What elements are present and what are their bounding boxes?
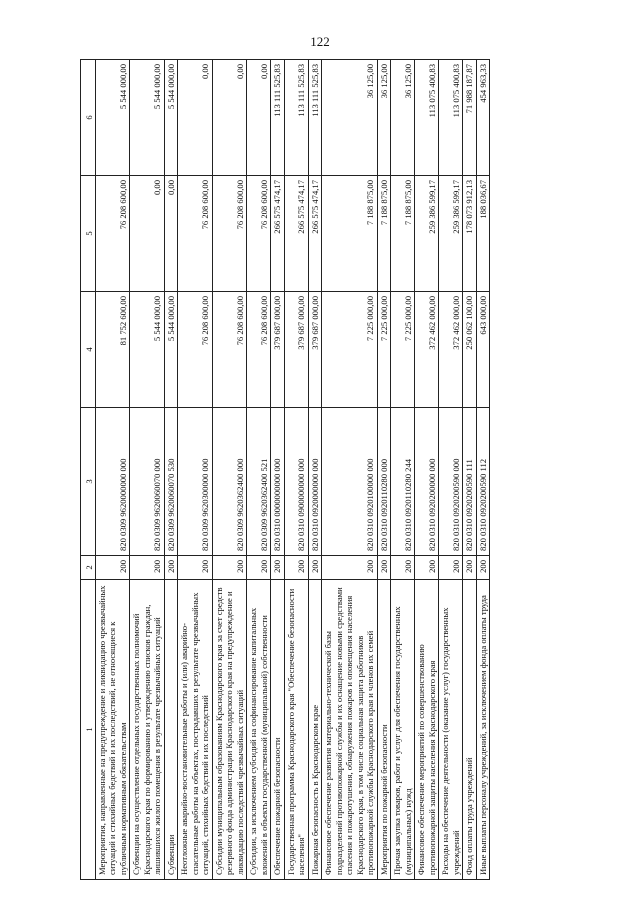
table-body — [96, 60, 490, 880]
table-row — [415, 60, 439, 880]
table-row — [271, 60, 284, 880]
header-col-6: 6 — [81, 60, 96, 176]
row-code-cell: 820 0310 0000000000 000 — [271, 408, 284, 556]
row-remainder-cell: 5 544 000,00 — [164, 60, 177, 176]
row-approved-cell: 81 752 600,00 — [96, 292, 130, 408]
budget-table-frame — [80, 60, 640, 880]
page-number: 122 — [310, 34, 330, 49]
row-remainder-cell: 113 111 525,83 — [308, 60, 321, 176]
row-level-cell: 200 — [212, 556, 246, 580]
rotated-table-container — [80, 60, 640, 880]
table-row — [476, 60, 489, 880]
row-level-cell: 200 — [178, 556, 212, 580]
row-name-cell: Прочая закупка товаров, работ и услуг для обеспечения государственных (муниципальных) нужд — [391, 580, 415, 880]
table-header-row — [81, 60, 96, 880]
row-name-cell: Финансовое обеспечение развития материально-технической базы подразделений противопожарной службы и их оснащение новыми средствами спасения и пожаротушения, обнаружения пожаров и оповещения населения Краснодарского края, в том числе социальная защита работников противопожарной службы Краснодарского края и членов их семей — [322, 580, 377, 880]
row-level-cell: 200 — [476, 556, 489, 580]
row-executed-cell: 266 575 474,17 — [308, 176, 321, 292]
row-remainder-cell: 5 544 000,00 — [96, 60, 130, 176]
row-remainder-cell: 113 075 400,83 — [439, 60, 463, 176]
row-code-cell: 820 0309 9620060070 000 — [130, 408, 164, 556]
row-name-cell: Иные выплаты персоналу учреждений, за исключением фонда оплаты труда — [476, 580, 489, 880]
row-approved-cell: 7 225 000,00 — [322, 292, 377, 408]
row-level-cell: 200 — [96, 556, 130, 580]
row-code-cell: 820 0310 0920200000 000 — [415, 408, 439, 556]
table-row — [130, 60, 164, 880]
table-row — [212, 60, 246, 880]
row-name-cell: Государственная программа Краснодарского края "Обеспечение безопасности населения" — [284, 580, 308, 880]
row-remainder-cell: 36 125,00 — [391, 60, 415, 176]
row-level-cell: 200 — [271, 556, 284, 580]
row-remainder-cell: 0,00 — [247, 60, 271, 176]
row-level-cell: 200 — [377, 556, 390, 580]
row-level-cell: 200 — [415, 556, 439, 580]
header-col-3: 3 — [81, 408, 96, 556]
row-remainder-cell: 71 988 187,87 — [463, 60, 476, 176]
header-col-5: 5 — [81, 176, 96, 292]
table-row — [377, 60, 390, 880]
header-col-4: 4 — [81, 292, 96, 408]
row-remainder-cell: 0,00 — [212, 60, 246, 176]
row-executed-cell: 7 188 875,00 — [322, 176, 377, 292]
row-executed-cell: 76 208 600,00 — [212, 176, 246, 292]
row-level-cell: 200 — [164, 556, 177, 580]
table-row — [322, 60, 377, 880]
row-level-cell: 200 — [439, 556, 463, 580]
row-executed-cell: 188 036,67 — [476, 176, 489, 292]
row-level-cell: 200 — [247, 556, 271, 580]
row-approved-cell: 379 687 000,00 — [284, 292, 308, 408]
row-executed-cell: 76 208 600,00 — [178, 176, 212, 292]
row-approved-cell: 76 208 600,00 — [178, 292, 212, 408]
row-approved-cell: 76 208 600,00 — [212, 292, 246, 408]
row-code-cell: 820 0310 0920000000 000 — [308, 408, 321, 556]
row-code-cell: 820 0309 9620362400 000 — [212, 408, 246, 556]
row-level-cell: 200 — [391, 556, 415, 580]
row-code-cell: 820 0309 9620060070 530 — [164, 408, 177, 556]
row-code-cell: 820 0309 9620300000 000 — [178, 408, 212, 556]
row-code-cell: 820 0309 9620362400 521 — [247, 408, 271, 556]
row-name-cell: Субсидии муниципальным образованиям Краснодарского края за счет средств резервного фонда администрации Краснодарского края на предупреждение и ликвидацию последствий чрезвычайных ситуаций — [212, 580, 246, 880]
row-approved-cell: 250 062 100,00 — [463, 292, 476, 408]
table-row — [96, 60, 130, 880]
row-executed-cell: 76 208 600,00 — [247, 176, 271, 292]
row-approved-cell: 7 225 000,00 — [391, 292, 415, 408]
table-row — [178, 60, 212, 880]
row-level-cell: 200 — [130, 556, 164, 580]
row-approved-cell: 5 544 000,00 — [130, 292, 164, 408]
table-row — [284, 60, 308, 880]
row-code-cell: 820 0310 0920200590 112 — [476, 408, 489, 556]
row-name-cell: Субвенции — [164, 580, 177, 880]
row-name-cell: Субвенции на осуществление отдельных государственных полномочий Краснодарского края по формированию и утверждению списков граждан, лишившихся жилого помещения в результате чрезвычайных ситуаций — [130, 580, 164, 880]
row-code-cell: 820 0310 0920110280 244 — [391, 408, 415, 556]
row-code-cell: 820 0310 0920200590 000 — [439, 408, 463, 556]
row-executed-cell: 7 188 875,00 — [391, 176, 415, 292]
row-approved-cell: 643 000,00 — [476, 292, 489, 408]
header-col-1: 1 — [81, 580, 96, 880]
row-code-cell: 820 0310 0920100000 000 — [322, 408, 377, 556]
row-code-cell: 820 0309 9620000000 000 — [96, 408, 130, 556]
row-name-cell: Фонд оплаты труда учреждений — [463, 580, 476, 880]
row-remainder-cell: 36 125,00 — [377, 60, 390, 176]
row-remainder-cell: 0,00 — [178, 60, 212, 176]
row-executed-cell: 266 575 474,17 — [284, 176, 308, 292]
row-name-cell: Субсидии, за исключением субсидий на софинансирование капитальных вложений в объекты государственной (муниципальной) собственности — [247, 580, 271, 880]
row-executed-cell: 259 386 599,17 — [415, 176, 439, 292]
row-remainder-cell: 36 125,00 — [322, 60, 377, 176]
row-executed-cell: 7 188 875,00 — [377, 176, 390, 292]
row-name-cell: Мероприятия, направленные на предупреждение и ликвидацию чрезвычайных ситуаций и стихийных бедствий и их последствий, не относящиеся к публичным нормативным обязательствам — [96, 580, 130, 880]
row-approved-cell: 76 208 600,00 — [247, 292, 271, 408]
row-approved-cell: 372 462 000,00 — [415, 292, 439, 408]
header-col-2: 2 — [81, 556, 96, 580]
row-remainder-cell: 113 075 400,83 — [415, 60, 439, 176]
row-approved-cell: 5 544 000,00 — [164, 292, 177, 408]
row-level-cell: 200 — [322, 556, 377, 580]
row-name-cell: Неотложные аварийно-восстановительные работы и (или) аварийно-спасательные работы на объектах, пострадавших в результате чрезвычайных ситуаций, стихийных бедствий и их последствий — [178, 580, 212, 880]
row-remainder-cell: 5 544 000,00 — [130, 60, 164, 176]
table-row — [439, 60, 463, 880]
row-name-cell: Обеспечение пожарной безопасности — [271, 580, 284, 880]
row-level-cell: 200 — [308, 556, 321, 580]
row-approved-cell: 7 225 000,00 — [377, 292, 390, 408]
row-level-cell: 200 — [284, 556, 308, 580]
table-row — [391, 60, 415, 880]
table-row — [164, 60, 177, 880]
row-code-cell: 820 0310 0920200590 111 — [463, 408, 476, 556]
row-executed-cell: 259 386 599,17 — [439, 176, 463, 292]
row-approved-cell: 379 687 000,00 — [271, 292, 284, 408]
row-name-cell: Расходы на обеспечение деятельности (оказание услуг) государственных учреждений — [439, 580, 463, 880]
row-level-cell: 200 — [463, 556, 476, 580]
row-executed-cell: 76 208 600,00 — [96, 176, 130, 292]
table-row — [463, 60, 476, 880]
row-remainder-cell: 113 111 525,83 — [284, 60, 308, 176]
table-row — [247, 60, 271, 880]
row-executed-cell: 178 073 912,13 — [463, 176, 476, 292]
row-name-cell: Финансовое обеспечение мероприятий по совершенствованию противопожарной защиты населения Краснодарского края — [415, 580, 439, 880]
row-remainder-cell: 113 111 525,83 — [271, 60, 284, 176]
row-executed-cell: 266 575 474,17 — [271, 176, 284, 292]
row-remainder-cell: 454 963,33 — [476, 60, 489, 176]
row-approved-cell: 379 687 000,00 — [308, 292, 321, 408]
row-name-cell: Мероприятия по пожарной безопасности — [377, 580, 390, 880]
row-name-cell: Пожарная безопасность в Краснодарском крае — [308, 580, 321, 880]
row-executed-cell: 0,00 — [130, 176, 164, 292]
row-code-cell: 820 0310 0900000000 000 — [284, 408, 308, 556]
row-code-cell: 820 0310 0920110280 000 — [377, 408, 390, 556]
budget-table — [80, 59, 490, 880]
row-approved-cell: 372 462 000,00 — [439, 292, 463, 408]
table-row — [308, 60, 321, 880]
row-executed-cell: 0,00 — [164, 176, 177, 292]
